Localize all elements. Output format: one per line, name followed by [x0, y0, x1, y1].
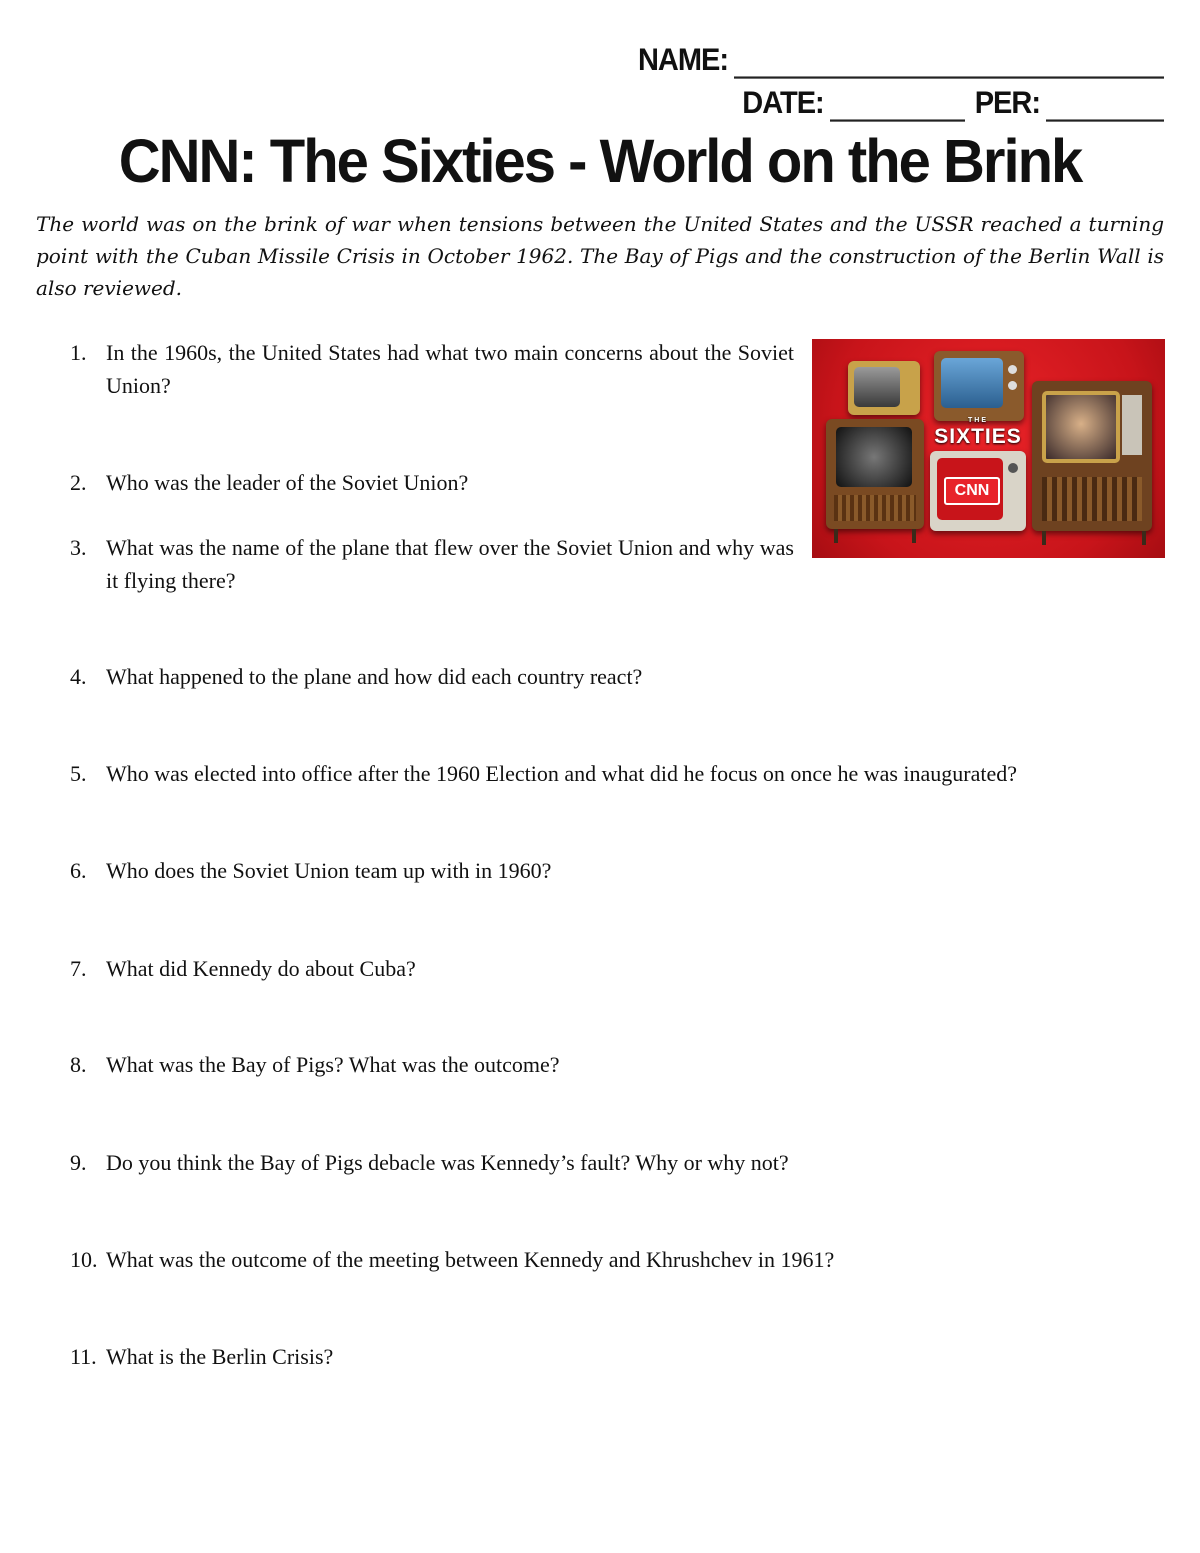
page-title: CNN: The Sixties - World on the Brink [118, 127, 1082, 196]
question-10: 10. What was the outcome of the meeting between Kennedy and Khrushchev in 1961? [70, 1247, 835, 1272]
tv-set-console-right [1032, 381, 1152, 531]
question-5: 5. Who was elected into office after the 1960 Election and what did he focus on once he was inaugurated? [70, 761, 1018, 786]
date-blank[interactable] [830, 95, 965, 121]
date-label: DATE: [742, 85, 824, 121]
tv-set-small [848, 361, 920, 415]
question-9: 9. Do you think the Bay of Pigs debacle was Kennedy’s fault? Why or why not? [70, 1150, 789, 1175]
question-6: 6. Who does the Soviet Union team up with in 1960? [70, 858, 552, 883]
question-4: 4. What happened to the plane and how did each country react? [70, 664, 643, 689]
tv-set-console-left [826, 419, 924, 529]
question-11: 11. What is the Berlin Crisis? [70, 1344, 334, 1369]
question-8: 8. What was the Bay of Pigs? What was the outcome? [70, 1052, 560, 1077]
intro-paragraph: The world was on the brink of war when tensions between the United States and the USSR reached a turning point with the Cuban Missile Crisis in October 1962. The Bay of Pigs and the construction of the Berlin Wall is also reviewed. [36, 212, 1164, 300]
sixties-tv-image [812, 339, 1165, 558]
per-blank[interactable] [1046, 95, 1164, 121]
question-1: 1. In the 1960s, the United States had what two main concerns about the Soviet Union? [70, 340, 794, 398]
sixties-logo: THE SIXTIES [934, 417, 1022, 448]
question-7: 7. What did Kennedy do about Cuba? [70, 956, 416, 981]
per-label: PER: [974, 85, 1040, 121]
question-2: 2. Who was the leader of the Soviet Union? [70, 470, 469, 495]
name-label: NAME: [637, 42, 728, 78]
tv-set-cnn [930, 451, 1026, 531]
date-per-line [742, 85, 1164, 121]
name-blank[interactable] [734, 52, 1164, 78]
cnn-logo: CNN [944, 477, 1000, 505]
question-3: 3. What was the name of the plane that flew over the Soviet Union and why was it flying there? [70, 535, 794, 593]
tv-set-top [934, 351, 1024, 421]
name-field[interactable] [638, 42, 1164, 78]
